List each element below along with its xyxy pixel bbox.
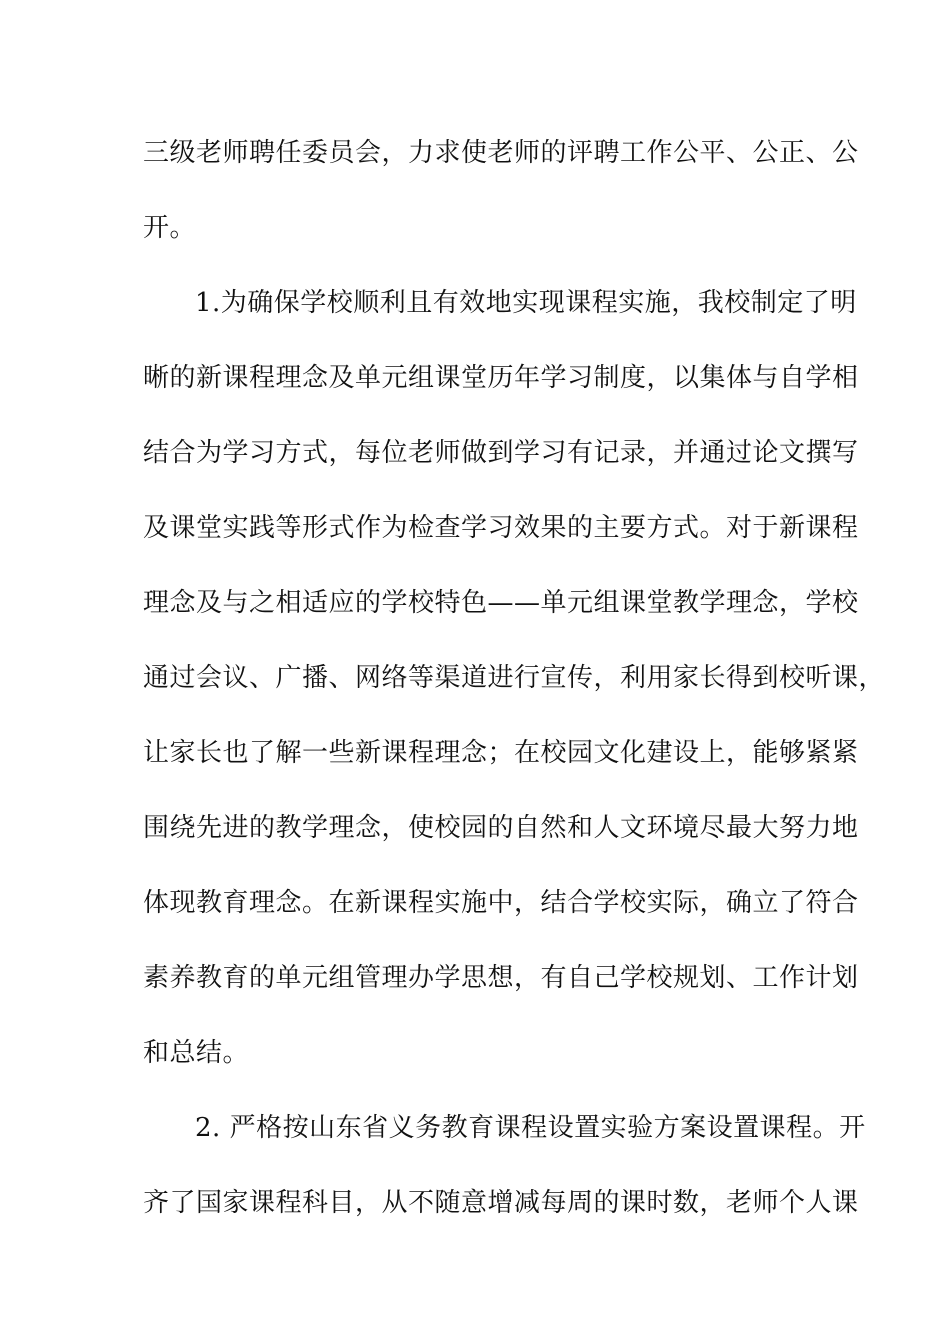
text-line: 晰的新课程理念及单元组课堂历年学习制度，以集体与自学相	[143, 363, 859, 393]
text-line: 及课堂实践等形式作为检查学习效果的主要方式。对于新课程	[143, 513, 859, 543]
text-line: 围绕先进的教学理念，使校园的自然和人文环境尽最大努力地	[143, 813, 859, 843]
paragraph-1-first-line: 1.为确保学校顺利且有效地实现课程实施，我校制定了明	[195, 288, 857, 318]
text-line: 素养教育的单元组管理办学思想，有自己学校规划、工作计划	[143, 963, 859, 993]
text-line: 通过会议、广播、网络等渠道进行宣传，利用家长得到校听课，	[143, 663, 886, 693]
text-line: 开。	[143, 213, 197, 243]
text-line: 和总结。	[143, 1038, 250, 1068]
paragraph-2-first-line: 2. 严格按山东省义务教育课程设置实验方案设置课程。开	[195, 1113, 866, 1143]
text-line: 三级老师聘任委员会，力求使老师的评聘工作公平、公正、公	[143, 138, 859, 168]
text-line: 体现教育理念。在新课程实施中，结合学校实际，确立了符合	[143, 888, 859, 918]
text-line: 理念及与之相适应的学校特色——单元组课堂教学理念，学校	[143, 588, 859, 618]
text-line: 结合为学习方式，每位老师做到学习有记录，并通过论文撰写	[143, 438, 859, 468]
text-line: 让家长也了解一些新课程理念；在校园文化建设上，能够紧紧	[143, 738, 859, 768]
text-line: 齐了国家课程科目，从不随意增减每周的课时数，老师个人课	[143, 1188, 859, 1218]
